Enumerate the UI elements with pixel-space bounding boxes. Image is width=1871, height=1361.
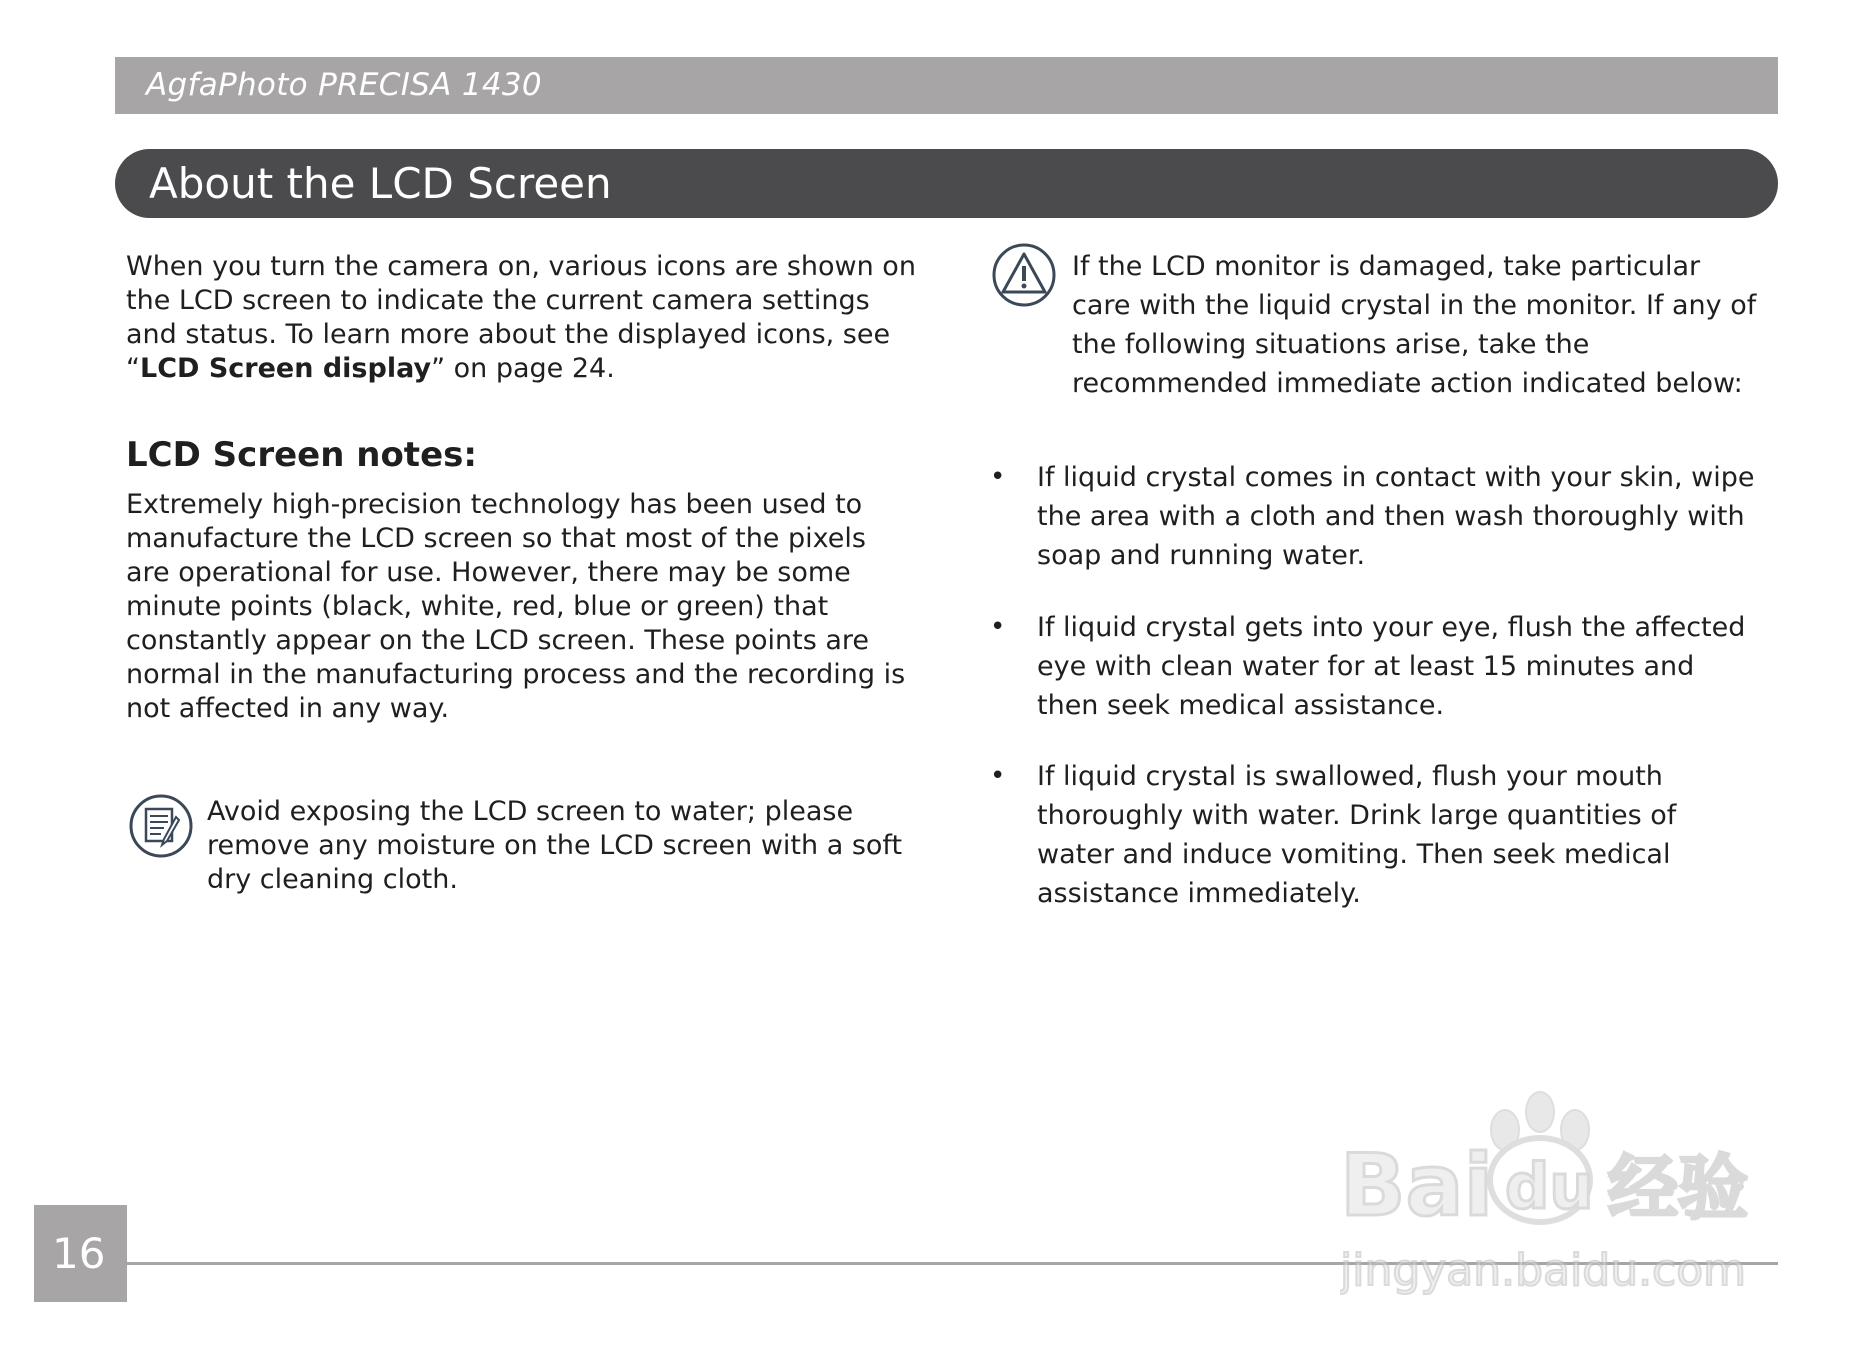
intro-text-before: When you turn the camera on, various icons are shown on the LCD screen to indicate the current camera settings and status. To learn more about the displayed icons, see “	[126, 251, 916, 384]
svg-text:du: du	[1505, 1150, 1594, 1223]
tip-text: Avoid exposing the LCD screen to water; please remove any moisture on the LCD screen with a soft dry cleaning cloth.	[207, 796, 903, 895]
svg-text:经验: 经验	[1608, 1147, 1748, 1229]
notes-heading: LCD Screen notes:	[126, 435, 477, 475]
notes-body: Extremely high-precision technology has been used to manufacture the LCD screen so that most of the pixels are operational for use. However, there may be some minute points (black, white, red, blue or green) that constantly appear on the LCD screen. These points are normal in the manufacturing process and the recording is not affected in any way.	[126, 489, 906, 724]
product-name: AgfaPhoto PRECISA 1430	[146, 67, 542, 103]
intro-text-after: ” on page 24.	[431, 353, 615, 384]
list-item: If liquid crystal is swallowed, flush your mouth thoroughly with water. Drink large quantities of water and induce vomiting. Then seek medical assistance immediately.	[1037, 761, 1677, 909]
bullet-marker: •	[990, 612, 1006, 642]
bullet-marker: •	[990, 462, 1006, 492]
intro-link-text: LCD Screen display	[140, 353, 432, 384]
svg-text:jingyan.baidu.com: jingyan.baidu.com	[1340, 1245, 1747, 1296]
header-bar	[115, 57, 1778, 114]
warning-icon	[991, 242, 1057, 312]
section-title-bar	[115, 149, 1778, 218]
note-icon	[128, 793, 194, 863]
baidu-watermark-logo	[1340, 1090, 1780, 1305]
list-item: If liquid crystal gets into your eye, flush the affected eye with clean water for at least 15 minutes and then seek medical assistance.	[1037, 612, 1746, 721]
svg-text:Bai: Bai	[1340, 1136, 1494, 1236]
page-number: 16	[52, 1229, 106, 1278]
section-title: About the LCD Screen	[149, 159, 612, 208]
warning-text: If the LCD monitor is damaged, take particular care with the liquid crystal in the monitor. If any of the following situations arise, take the recommended immediate action indicated below:	[1072, 251, 1757, 399]
list-item: If liquid crystal comes in contact with your skin, wipe the area with a cloth and then wash thoroughly with soap and running water.	[1037, 462, 1755, 571]
bullet-marker: •	[990, 761, 1006, 791]
intro-paragraph	[126, 250, 916, 386]
page-number-box	[34, 1205, 127, 1302]
